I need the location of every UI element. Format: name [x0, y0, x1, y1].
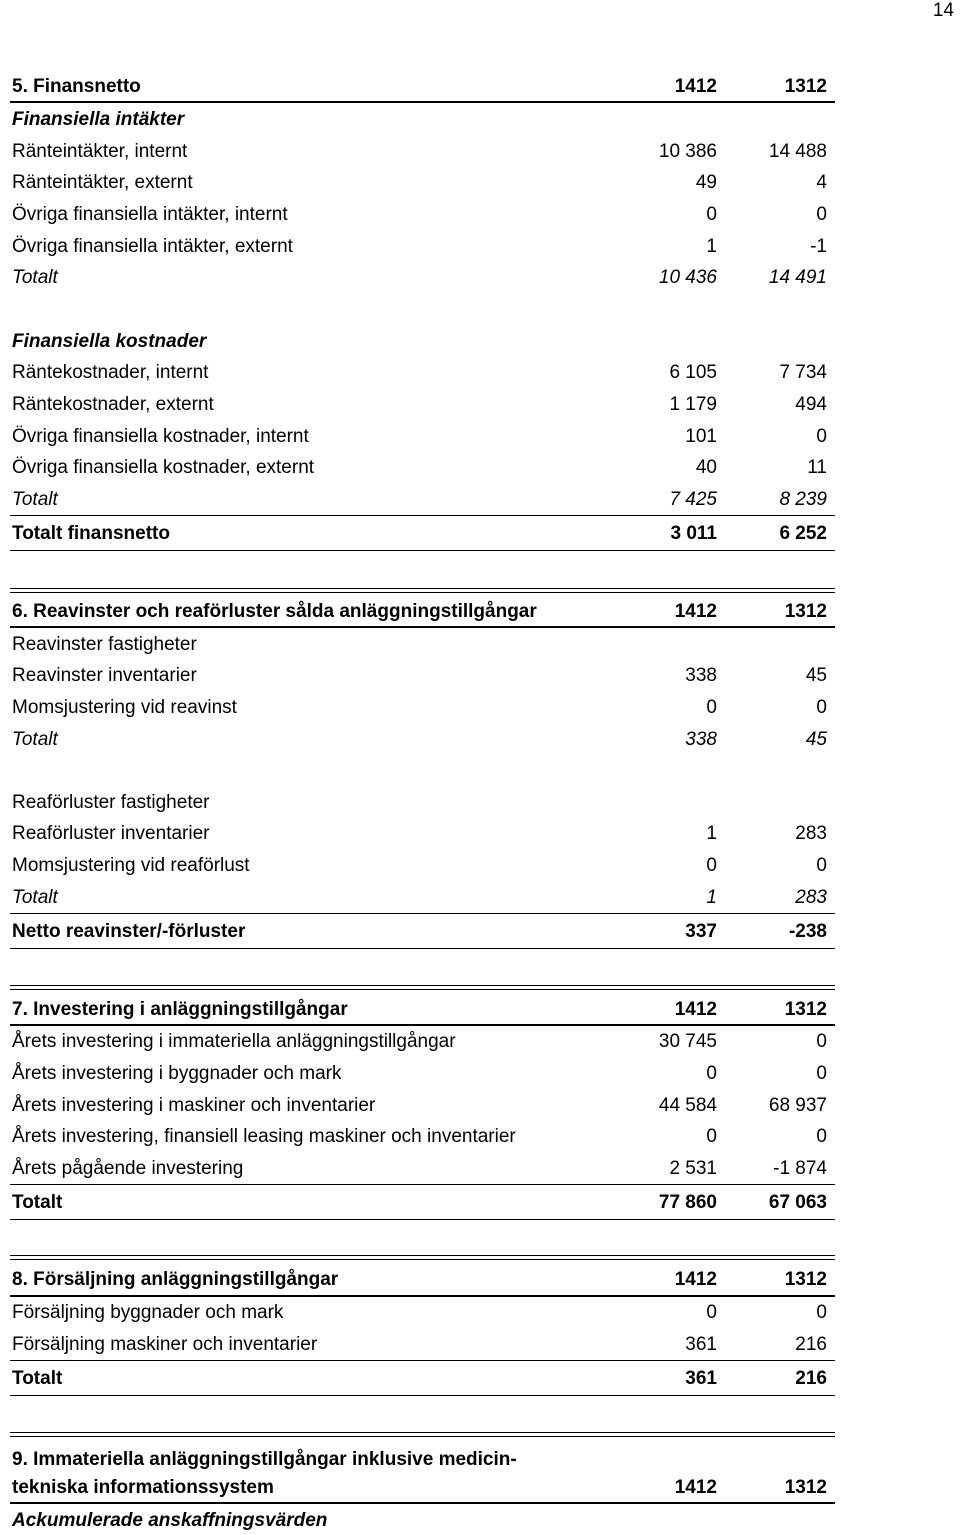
rule-line [10, 1219, 835, 1220]
column-header-1312: 1312 [784, 999, 827, 1020]
row-label: Årets pågående investering [12, 1158, 244, 1179]
row-label: Försäljning byggnader och mark [12, 1302, 284, 1323]
section-header-7 [0, 996, 840, 1024]
value-1412: 361 [685, 1368, 717, 1389]
row-label: Räntekostnader, internt [12, 362, 209, 383]
table-row [0, 454, 840, 482]
column-header-1412: 1412 [674, 1269, 717, 1290]
rule-line [10, 626, 835, 628]
section-title: 6. Reavinster och reaförluster sålda anläggningstillgångar [12, 601, 537, 622]
value-1312: -1 [810, 236, 827, 257]
section-title: 9. Immateriella anläggningstillgångar inklusive medicin- [12, 1449, 517, 1470]
row-label: Netto reavinster/-förluster [12, 921, 246, 942]
column-header-1412: 1412 [674, 1477, 717, 1498]
value-1312: 0 [816, 1126, 827, 1147]
value-1412: 1 179 [669, 394, 717, 415]
value-1312: 216 [795, 1334, 827, 1355]
section-header-9 [0, 1446, 840, 1474]
table-row [0, 1299, 840, 1327]
section-title-continued: tekniska informationssystem [12, 1477, 274, 1498]
subheading-row [0, 328, 840, 356]
value-1412: 0 [706, 1302, 717, 1323]
subheading-row [0, 1507, 840, 1535]
rule-line [10, 1295, 835, 1297]
column-header-1312: 1312 [784, 76, 827, 97]
value-1312: 494 [795, 394, 827, 415]
value-1312: 45 [805, 665, 827, 686]
value-1312: 0 [816, 204, 827, 225]
section-title: 5. Finansnetto [12, 76, 141, 97]
value-1312: 0 [816, 697, 827, 718]
subheading-label: Ackumulerade anskaffningsvärden [12, 1510, 328, 1531]
value-1412: 40 [695, 457, 717, 478]
grand-total-row [0, 1189, 840, 1217]
double-rule [10, 1436, 835, 1437]
page-number: 14 [932, 0, 954, 21]
rule-line [10, 948, 835, 949]
table-row [0, 201, 840, 229]
row-label: Reaförluster fastigheter [12, 792, 210, 813]
rule-line [10, 1360, 835, 1361]
rule-line [10, 1024, 835, 1026]
table-row [0, 359, 840, 387]
row-label: Totalt [12, 267, 58, 288]
row-label: Årets investering i maskiner och inventarier [12, 1095, 376, 1116]
row-label: Övriga finansiella intäkter, externt [12, 236, 293, 257]
row-label: Ränteintäkter, internt [12, 141, 188, 162]
value-1412: 10 386 [658, 141, 717, 162]
grand-total-row [0, 520, 840, 548]
subheading-label: Finansiella kostnader [12, 331, 207, 352]
rule-line [10, 1395, 835, 1396]
row-label: Ränteintäkter, externt [12, 172, 193, 193]
grand-total-row [0, 1365, 840, 1393]
value-1312: 216 [795, 1368, 827, 1389]
double-rule [10, 1255, 835, 1256]
rule-line [10, 913, 835, 914]
table-row [0, 820, 840, 848]
value-1412: 10 436 [658, 267, 717, 288]
row-label: Räntekostnader, externt [12, 394, 214, 415]
value-1312: 283 [795, 887, 827, 908]
row-label: Totalt [12, 887, 58, 908]
value-1312: 0 [816, 1063, 827, 1084]
value-1412: 361 [685, 1334, 717, 1355]
table-row [0, 1331, 840, 1359]
value-1412: 337 [685, 921, 717, 942]
table-row [0, 852, 840, 880]
value-1312: 8 239 [779, 489, 827, 510]
row-label: Årets investering i immateriella anläggningstillgångar [12, 1031, 456, 1052]
value-1412: 6 105 [669, 362, 717, 383]
value-1412: 0 [706, 697, 717, 718]
table-row [0, 1123, 840, 1151]
subheading-row [0, 106, 840, 134]
row-label: Försäljning maskiner och inventarier [12, 1334, 318, 1355]
value-1312: 14 488 [768, 141, 827, 162]
table-row [0, 662, 840, 690]
value-1312: 0 [816, 426, 827, 447]
value-1412: 0 [706, 855, 717, 876]
value-1312: 7 734 [779, 362, 827, 383]
rule-line [10, 101, 835, 103]
section-title: 8. Försäljning anläggningstillgångar [12, 1269, 339, 1290]
double-rule [10, 1259, 835, 1260]
table-row [0, 138, 840, 166]
double-rule [10, 1432, 835, 1433]
section-title: 7. Investering i anläggningstillgångar [12, 999, 348, 1020]
column-header-1312: 1312 [784, 1477, 827, 1498]
value-1412: 3 011 [670, 523, 717, 544]
table-row [0, 391, 840, 419]
row-label: Totalt [12, 1192, 63, 1213]
table-row [0, 1092, 840, 1120]
row-label: Totalt [12, 489, 58, 510]
value-1312: 0 [816, 1302, 827, 1323]
row-label: Årets investering i byggnader och mark [12, 1063, 342, 1084]
value-1312: 0 [816, 1031, 827, 1052]
table-row [0, 631, 840, 659]
row-label: Övriga finansiella kostnader, internt [12, 426, 309, 447]
double-rule [10, 985, 835, 986]
value-1412: 1 [706, 823, 717, 844]
value-1312: 68 937 [768, 1095, 827, 1116]
row-label: Årets investering, finansiell leasing maskiner och inventarier [12, 1126, 516, 1147]
value-1412: 0 [706, 204, 717, 225]
rule-line [10, 515, 835, 516]
subtotal-row [0, 486, 840, 514]
row-label: Reavinster inventarier [12, 665, 197, 686]
section-header-9-cont [0, 1474, 840, 1502]
rule-line [10, 1502, 835, 1504]
row-label: Totalt [12, 1368, 63, 1389]
table-row [0, 1155, 840, 1183]
column-header-1412: 1412 [674, 76, 717, 97]
section-header-6 [0, 598, 840, 626]
row-label: Momsjustering vid reaförlust [12, 855, 250, 876]
table-row [0, 694, 840, 722]
value-1312: 0 [816, 855, 827, 876]
value-1312: -238 [788, 921, 827, 942]
row-label: Momsjustering vid reavinst [12, 697, 237, 718]
column-header-1412: 1412 [674, 999, 717, 1020]
value-1412: 101 [685, 426, 717, 447]
section-header-8 [0, 1266, 840, 1294]
value-1412: 7 425 [669, 489, 717, 510]
row-label: Totalt finansnetto [12, 523, 170, 544]
double-rule [10, 989, 835, 990]
section-header-5 [0, 73, 840, 101]
value-1412: 2 531 [669, 1158, 717, 1179]
value-1312: 14 491 [768, 267, 827, 288]
table-row [0, 789, 840, 817]
value-1412: 338 [685, 729, 717, 750]
value-1412: 49 [695, 172, 717, 193]
value-1312: 283 [795, 823, 827, 844]
value-1412: 338 [685, 665, 717, 686]
rule-line [10, 1184, 835, 1185]
table-row [0, 423, 840, 451]
table-row [0, 169, 840, 197]
row-label: Reavinster fastigheter [12, 634, 197, 655]
subtotal-row [0, 726, 840, 754]
grand-total-row [0, 918, 840, 946]
value-1312: 67 063 [768, 1192, 827, 1213]
column-header-1412: 1412 [674, 601, 717, 622]
table-row [0, 233, 840, 261]
value-1312: 45 [805, 729, 827, 750]
value-1312: 6 252 [779, 523, 827, 544]
double-rule [10, 588, 835, 589]
row-label: Övriga finansiella kostnader, externt [12, 457, 315, 478]
column-header-1312: 1312 [784, 601, 827, 622]
value-1412: 0 [706, 1063, 717, 1084]
rule-line [10, 550, 835, 551]
row-label: Totalt [12, 729, 58, 750]
subheading-label: Finansiella intäkter [12, 109, 185, 130]
subtotal-row [0, 884, 840, 912]
value-1312: -1 874 [773, 1158, 827, 1179]
value-1412: 30 745 [658, 1031, 717, 1052]
row-label: Reaförluster inventarier [12, 823, 210, 844]
double-rule [10, 592, 835, 593]
value-1412: 1 [706, 236, 717, 257]
value-1412: 44 584 [658, 1095, 717, 1116]
value-1312: 4 [816, 172, 827, 193]
table-row [0, 1060, 840, 1088]
row-label: Övriga finansiella intäkter, internt [12, 204, 288, 225]
column-header-1312: 1312 [784, 1269, 827, 1290]
subtotal-row [0, 264, 840, 292]
table-row [0, 1028, 840, 1056]
value-1412: 0 [706, 1126, 717, 1147]
value-1412: 77 860 [658, 1192, 717, 1213]
value-1312: 11 [807, 457, 827, 478]
value-1412: 1 [706, 887, 717, 908]
